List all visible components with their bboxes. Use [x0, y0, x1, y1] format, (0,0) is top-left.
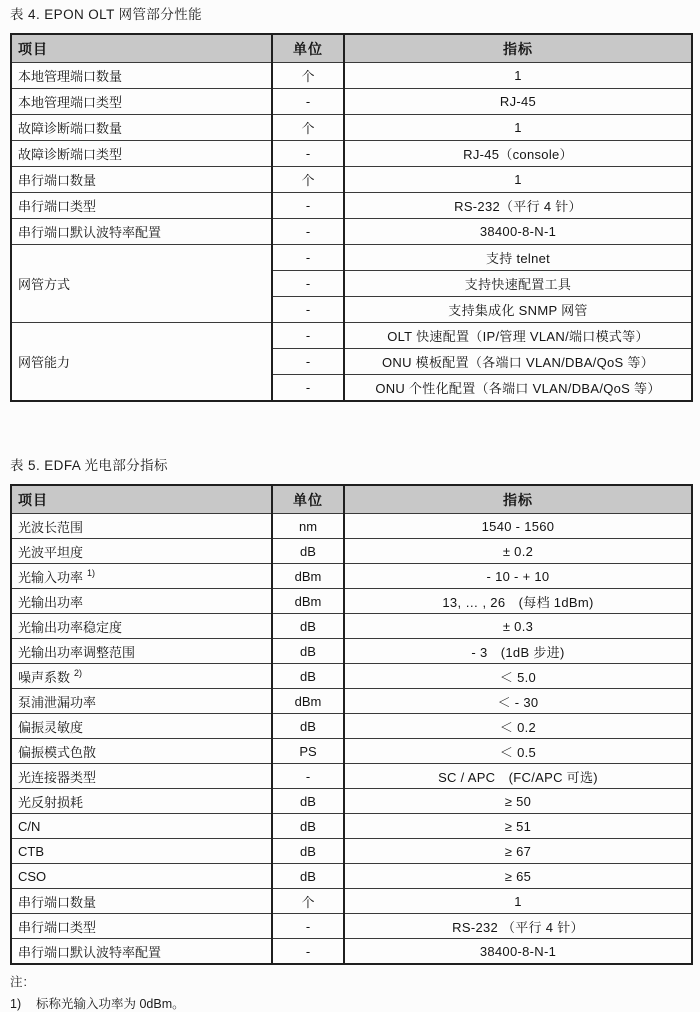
cell-unit: - [272, 141, 344, 167]
cell-spec: ＜ 0.5 [344, 739, 692, 764]
cell-spec: RS-232 （平行 4 针） [344, 914, 692, 939]
cell-item: 光波平坦度 [11, 539, 272, 564]
cell-unit: - [272, 245, 344, 271]
cell-unit: PS [272, 739, 344, 764]
cell-unit: - [272, 271, 344, 297]
cell-spec: 1540 - 1560 [344, 514, 692, 539]
table-row [11, 63, 692, 89]
cell-spec: 1 [344, 167, 692, 193]
footnotes-label: 注: [10, 975, 28, 989]
table-row [11, 764, 692, 789]
cell-spec: OLT 快速配置（IP/管理 VLAN/端口模式等） [344, 323, 692, 349]
table-body [11, 514, 692, 965]
footnote-marker: 2) [74, 668, 83, 679]
cell-spec: ＜ - 30 [344, 689, 692, 714]
footnotes [10, 972, 692, 1012]
table-row [11, 814, 692, 839]
cell-item: 偏振灵敏度 [11, 714, 272, 739]
cell-unit: - [272, 914, 344, 939]
footnote-item [10, 994, 692, 1012]
cell-spec: - 10 - + 10 [344, 564, 692, 589]
cell-unit: - [272, 323, 344, 349]
column-header-spec: 指标 [344, 34, 692, 63]
cell-unit: dB [272, 664, 344, 689]
cell-spec: ＜ 0.2 [344, 714, 692, 739]
cell-spec: ± 0.3 [344, 614, 692, 639]
cell-spec: 1 [344, 115, 692, 141]
cell-item: 光输入功率 $^{1)}$ [11, 564, 272, 589]
cell-item: 故障诊断端口类型 [11, 141, 272, 167]
cell-spec: RS-232（平行 4 针） [344, 193, 692, 219]
cell-unit: - [272, 297, 344, 323]
cell-spec: 38400-8-N-1 [344, 939, 692, 965]
cell-item: 光输出功率 [11, 589, 272, 614]
cell-item: CSO [11, 864, 272, 889]
cell-spec: ≥ 50 [344, 789, 692, 814]
cell-unit: 个 [272, 167, 344, 193]
cell-unit: dB [272, 614, 344, 639]
cell-item: 串行端口数量 [11, 167, 272, 193]
table-body [11, 63, 692, 402]
cell-item: 噪声系数 $^{2)}$ [11, 664, 272, 689]
cell-spec: 支持 telnet [344, 245, 692, 271]
header-row [11, 34, 692, 63]
column-header-item: 项目 [11, 485, 272, 514]
cell-unit: nm [272, 514, 344, 539]
table-row [11, 739, 692, 764]
cell-spec: RJ-45（console） [344, 141, 692, 167]
table4-title: 表 4. EPON OLT 网管部分性能 [10, 7, 203, 22]
footnote-text: 标称光输入功率为 0dBm。 [36, 997, 185, 1011]
table-head [11, 34, 692, 63]
table-row [11, 864, 692, 889]
cell-unit: dB [272, 864, 344, 889]
column-header-unit: 单位 [272, 485, 344, 514]
table-head [11, 485, 692, 514]
cell-item: C/N [11, 814, 272, 839]
cell-item: 串行端口默认波特率配置 [11, 219, 272, 245]
cell-spec: 支持集成化 SNMP 网管 [344, 297, 692, 323]
footnote-marker: 1) [10, 997, 22, 1011]
cell-unit: dBm [272, 564, 344, 589]
header-row [11, 485, 692, 514]
table-row [11, 539, 692, 564]
table-row [11, 839, 692, 864]
cell-unit: dBm [272, 589, 344, 614]
cell-item: 网管方式 [11, 245, 272, 323]
table-row [11, 589, 692, 614]
table-row [11, 141, 692, 167]
table-row [11, 193, 692, 219]
cell-item: 串行端口类型 [11, 193, 272, 219]
cell-spec: ONU 模板配置（各端口 VLAN/DBA/QoS 等） [344, 349, 692, 375]
cell-item: 故障诊断端口数量 [11, 115, 272, 141]
cell-spec: 1 [344, 63, 692, 89]
cell-unit: 个 [272, 115, 344, 141]
cell-item: 串行端口默认波特率配置 [11, 939, 272, 965]
cell-spec: 支持快速配置工具 [344, 271, 692, 297]
cell-unit: - [272, 349, 344, 375]
table-row [11, 89, 692, 115]
cell-item: 光反射损耗 [11, 789, 272, 814]
table-row [11, 714, 692, 739]
cell-item: CTB [11, 839, 272, 864]
table-row [11, 689, 692, 714]
table5-title: 表 5. EDFA 光电部分指标 [10, 458, 168, 473]
cell-spec: SC / APC (FC/APC 可选) [344, 764, 692, 789]
table-row [11, 914, 692, 939]
column-header-item: 项目 [11, 34, 272, 63]
cell-item: 泵浦泄漏功率 [11, 689, 272, 714]
cell-unit: dB [272, 714, 344, 739]
table-row [11, 889, 692, 914]
table-row [11, 167, 692, 193]
cell-item: 偏振模式色散 [11, 739, 272, 764]
cell-unit: dB [272, 839, 344, 864]
table-row [11, 789, 692, 814]
cell-item: 串行端口数量 [11, 889, 272, 914]
cell-unit: dBm [272, 689, 344, 714]
table-row [11, 245, 692, 271]
cell-unit: - [272, 89, 344, 115]
cell-item: 网管能力 [11, 323, 272, 402]
edfa-spec-table [10, 484, 693, 965]
table-row [11, 115, 692, 141]
table-row [11, 939, 692, 965]
epon-olt-spec-table [10, 33, 693, 402]
table-row [11, 514, 692, 539]
cell-unit: - [272, 193, 344, 219]
table-row [11, 564, 692, 589]
cell-item: 光波长范围 [11, 514, 272, 539]
cell-unit: dB [272, 539, 344, 564]
column-header-spec: 指标 [344, 485, 692, 514]
cell-spec: - 3 (1dB 步进) [344, 639, 692, 664]
cell-item: 光输出功率调整范围 [11, 639, 272, 664]
table-row [11, 639, 692, 664]
cell-item: 本地管理端口类型 [11, 89, 272, 115]
table-row [11, 219, 692, 245]
cell-spec: ONU 个性化配置（各端口 VLAN/DBA/QoS 等） [344, 375, 692, 402]
cell-unit: dB [272, 789, 344, 814]
cell-unit: dB [272, 639, 344, 664]
cell-spec: ≥ 67 [344, 839, 692, 864]
cell-unit: - [272, 764, 344, 789]
cell-unit: 个 [272, 63, 344, 89]
cell-spec: RJ-45 [344, 89, 692, 115]
table-row [11, 323, 692, 349]
cell-unit: dB [272, 814, 344, 839]
cell-spec: 1 [344, 889, 692, 914]
table-row [11, 614, 692, 639]
cell-item: 串行端口类型 [11, 914, 272, 939]
table-row [11, 664, 692, 689]
cell-spec: ± 0.2 [344, 539, 692, 564]
footnote-marker: 1) [87, 568, 96, 579]
cell-spec: 13, … , 26 (每档 1dBm) [344, 589, 692, 614]
cell-item: 光输出功率稳定度 [11, 614, 272, 639]
cell-spec: ≥ 65 [344, 864, 692, 889]
cell-spec: ＜ 5.0 [344, 664, 692, 689]
cell-unit: - [272, 939, 344, 965]
cell-item: 光连接器类型 [11, 764, 272, 789]
cell-unit: - [272, 219, 344, 245]
cell-item: 本地管理端口数量 [11, 63, 272, 89]
cell-spec: 38400-8-N-1 [344, 219, 692, 245]
cell-unit: - [272, 375, 344, 402]
cell-unit: 个 [272, 889, 344, 914]
column-header-unit: 单位 [272, 34, 344, 63]
cell-spec: ≥ 51 [344, 814, 692, 839]
